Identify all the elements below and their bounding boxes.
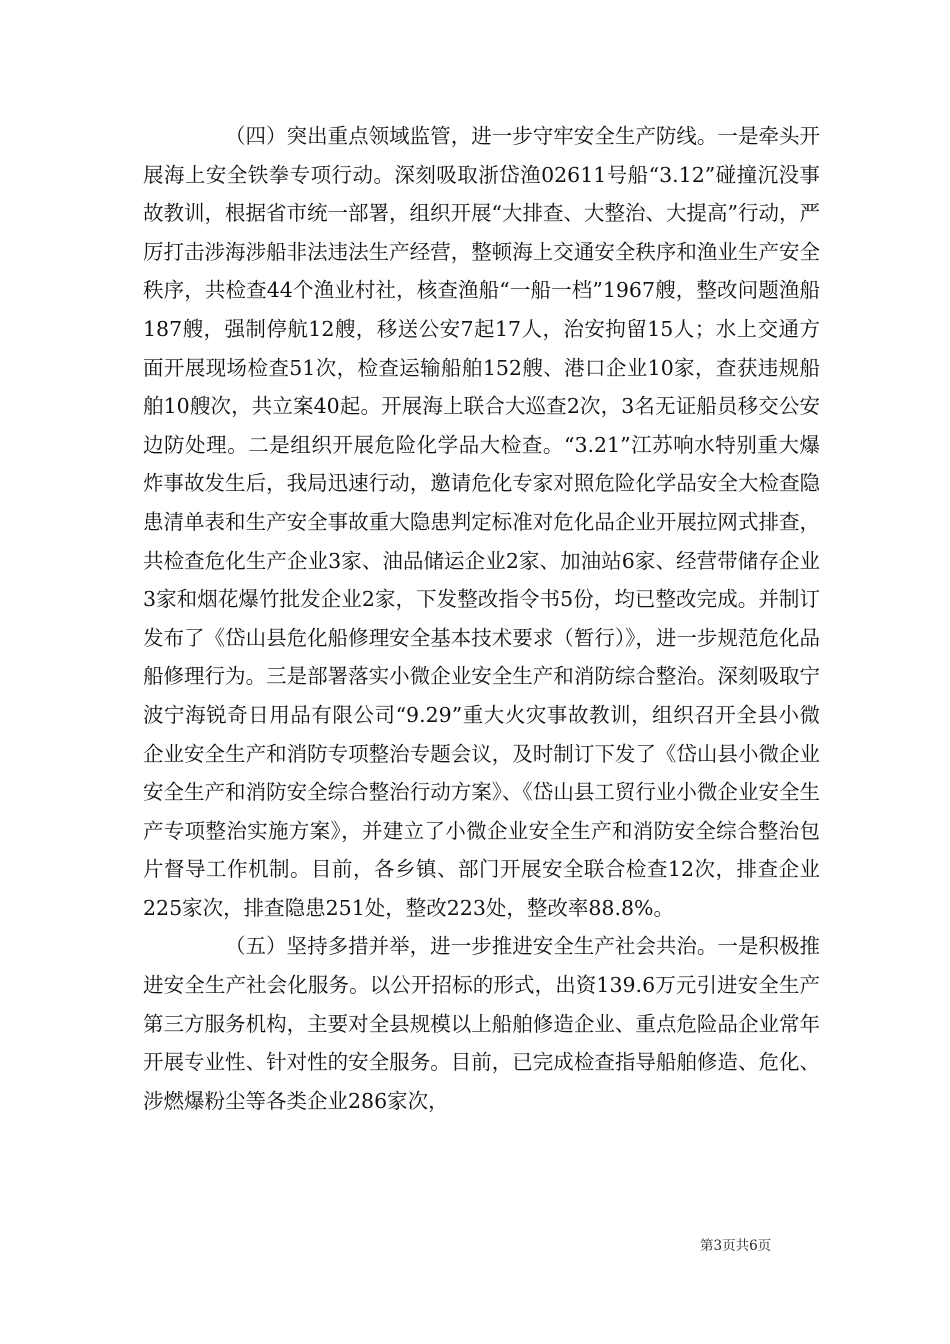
page-number-footer: 第3页共6页 xyxy=(700,1238,772,1254)
paragraph-section-four: （四）突出重点领域监管，进一步守牢安全生产防线。一是牵头开展海上安全铁拳专项行动。深刻吸取浙岱渔02611号船“3.12”碰撞沉没事故教训，根据省市统一部署，组织开展“大排查、大整治、大提高”行动，严厉打击涉海涉船非法违法生产经营，整顿海上交通安全秩序和渔业生产安全秩序，共检查44个渔业村社，核查渔船“一船一档”1967艘，整改问题渔船187艘，强制停航12艘，移送公安7起17人，治安拘留15人；水上交通方面开展现场检查51次，检查运输船舶152艘、港口企业10家，查获违规船舶10艘次，共立案40起。开展海上联合大巡查2次，3名无证船员移交公安边防处理。二是组织开展危险化学品大检查。“3.21”江苏响水特别重大爆炸事故发生后，我局迅速行动，邀请危化专家对照危险化学品安全大检查隐患清单表和生产安全事故重大隐患判定标准对危化品企业开展拉网式排查，共检查危化生产企业3家、油品储运企业2家、加油站6家、经营带储存企业3家和烟花爆竹批发企业2家，下发整改指令书5份，均已整改完成。并制订发布了《岱山县危化船修理安全基本技术要求（暂行）》，进一步规范危化品船修理行为。三是部署落实小微企业安全生产和消防综合整治。深刻吸取宁波宁海锐奇日用品有限公司“9.29”重大火灾事故教训，组织召开全县小微企业安全生产和消防专项整治专题会议，及时制订下发了《岱山县小微企业安全生产和消防安全综合整治行动方案》、《岱山县工贸行业小微企业安全生产专项整治实施方案》，并建立了小微企业安全生产和消防安全综合整治包片督导工作机制。目前，各乡镇、部门开展安全联合检查12次，排查企业225家次，排查隐患251处，整改223处，整改率88.8%。 xyxy=(143,124,820,920)
document-body xyxy=(143,117,820,1120)
paragraph-section-five: （五）坚持多措并举，进一步推进安全生产社会共治。一是积极推进安全生产社会化服务。以公开招标的形式，出资139.6万元引进安全生产第三方服务机构，主要对全县规模以上船舶修造企业、重点危险品企业常年开展专业性、针对性的安全服务。目前，已完成检查指导船舶修造、危化、涉燃爆粉尘等各类企业286家次， xyxy=(143,934,820,1113)
